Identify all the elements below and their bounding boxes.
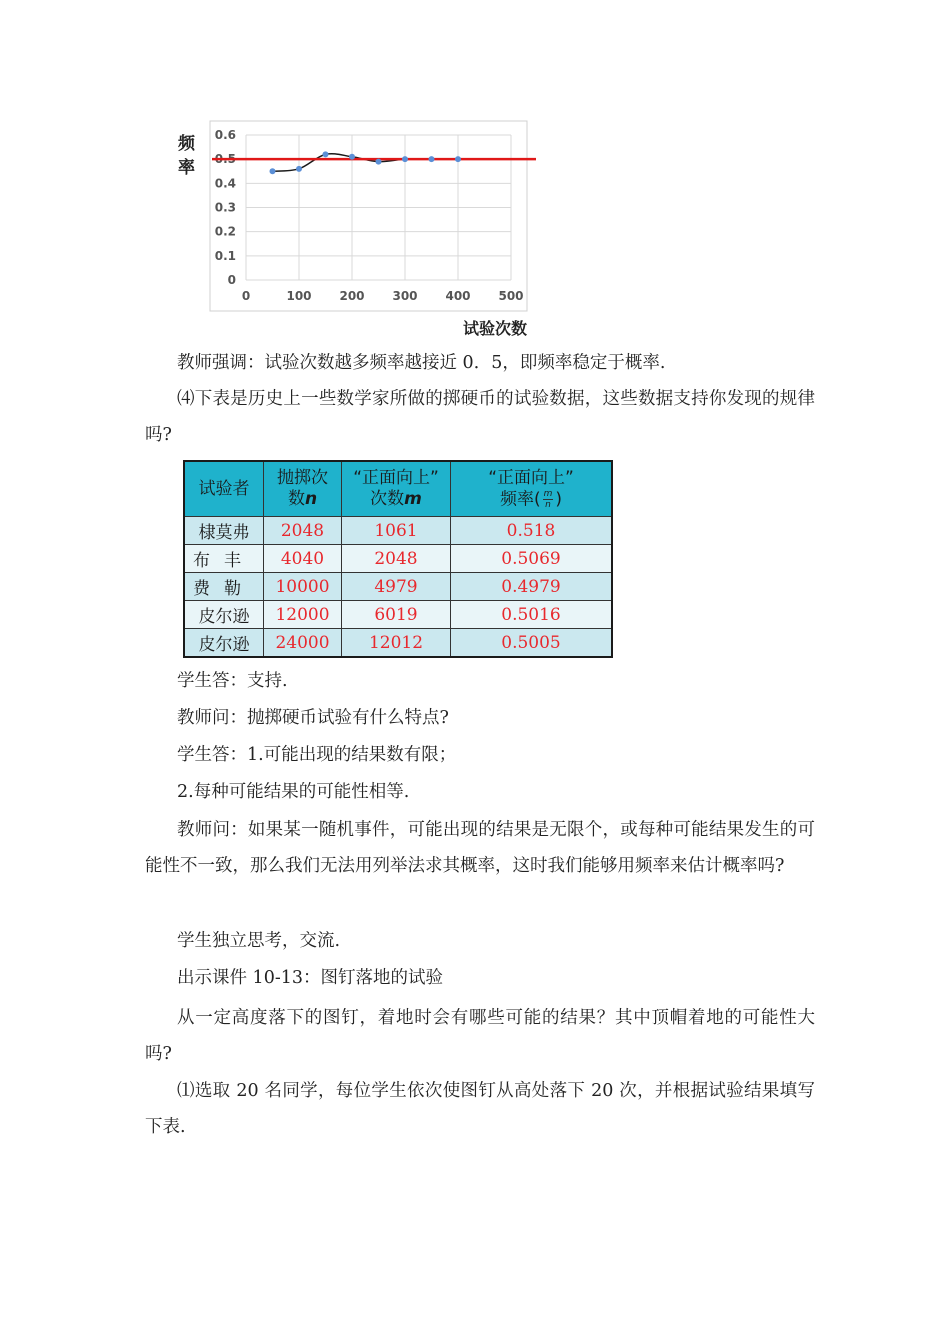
y-tick-label: 0.6 [214,128,236,142]
toss-count: 24000 [264,629,342,658]
coin-toss-table [183,460,613,658]
x-tick-label: 300 [392,289,418,303]
teacher-question-1: 教师问：抛掷硬币试验有什么特点? [177,708,449,728]
heads-count: 6019 [342,601,451,629]
table-row [184,601,612,629]
y-tick-label: 0.5 [214,152,236,167]
toss-count: 10000 [264,573,342,601]
x-tick-label: 200 [339,289,365,303]
frequency-chart [170,118,550,340]
table-row [184,517,612,545]
table-row [184,629,612,658]
experimenter-name: 费勒 [184,573,264,601]
x-tick-label: 0 [241,289,251,303]
toss-count: 12000 [264,601,342,629]
data-point [323,151,329,157]
courseware-title: 出示课件 10-13：图钉落地的试验 [177,968,444,988]
chart-y-axis-label: 频率 [178,134,195,178]
data-point [376,159,382,165]
y-tick-label: 0.2 [214,224,236,239]
y-tick-label: 0.1 [214,248,236,263]
header-experimenter: 试验者 [184,461,264,517]
heads-count: 1061 [342,517,451,545]
header-heads-frequency: “正面向上” 频率( $\frac{m}{n}$ ) [451,461,613,517]
table-header-row [184,461,612,517]
data-point [429,156,435,162]
header-heads-count: “正面向上” 次数m [342,461,451,517]
heads-count: 4979 [342,573,451,601]
data-point [455,156,461,162]
table-row [184,545,612,573]
table-row [184,573,612,601]
y-tick-label: 0.3 [214,200,236,215]
pushpin-task: ⑴选取 20 名同学，每位学生依次使图钉从高处落下 20 次，并根据试验结果填写下表. [145,1081,815,1137]
toss-count: 4040 [264,545,342,573]
question-4: ⑷下表是历史上一些数学家所做的掷硬币的试验数据，这些数据支持你发现的规律吗? [145,389,815,445]
chart-x-axis-label: 试验次数 [463,319,528,338]
teacher-question-2: 教师问：如果某一随机事件，可能出现的结果是无限个，或每种可能结果发生的可能性不一致，那么我们无法用列举法求其概率，这时我们能够用频率来估计概率吗? [145,820,815,876]
chart-frame [210,121,527,311]
x-tick-label: 400 [445,289,471,303]
student-answer-2: 学生答：1.可能出现的结果数有限； [177,745,457,765]
pushpin-question: 从一定高度落下的图钉，着地时会有哪些可能的结果？其中顶帽着地的可能性大吗? [145,1008,815,1064]
experimenter-name: 皮尔逊 [184,629,264,658]
heads-frequency: 0.5005 [451,629,613,658]
x-tick-label: 500 [498,289,524,303]
heads-frequency: 0.5016 [451,601,613,629]
y-tick-label: 0 [227,273,236,287]
data-point [296,166,302,172]
header-toss-count: 抛掷次 数n [264,461,342,517]
chart-canvas [170,118,550,318]
toss-count: 2048 [264,517,342,545]
data-point [270,168,276,174]
experimenter-name: 皮尔逊 [184,601,264,629]
heads-count: 2048 [342,545,451,573]
y-tick-label: 0.4 [214,176,236,191]
heads-frequency: 0.5069 [451,545,613,573]
heads-frequency: 0.4979 [451,573,613,601]
teacher-emphasis: 教师强调：试验次数越多频率越接近 0．5，即频率稳定于概率. [177,353,666,373]
data-point [349,154,355,160]
fraction-m-over-n: $\frac{m}{n}$ [543,488,553,510]
student-answer-1: 学生答：支持. [177,671,288,691]
x-tick-label: 100 [286,289,312,303]
experimenter-name: 棣莫弗 [184,517,264,545]
student-answer-2-cont: 2.每种可能结果的可能性相等. [177,782,410,802]
student-discussion: 学生独立思考，交流. [177,931,341,951]
experimenter-name: 布丰 [184,545,264,573]
heads-count: 12012 [342,629,451,658]
heads-frequency: 0.518 [451,517,613,545]
data-point [402,156,408,162]
